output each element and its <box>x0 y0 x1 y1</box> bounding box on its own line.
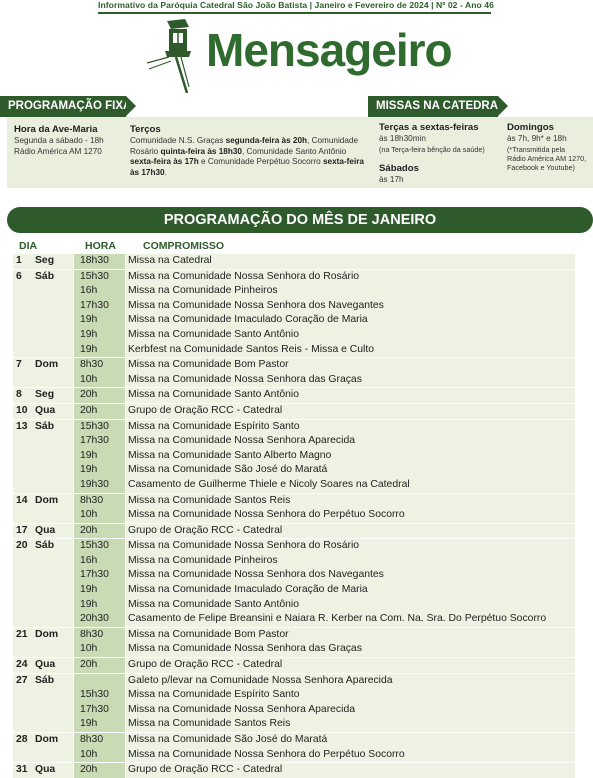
weekday: Dom <box>35 628 59 640</box>
schedule-table <box>13 254 579 778</box>
task-text: Missa na Comunidade Nossa Senhora do Rosário <box>128 270 360 282</box>
hour-cell <box>74 539 125 554</box>
task-text: Grupo de Oração RCC - Catedral <box>128 524 283 536</box>
day-cell <box>13 733 73 748</box>
hour-cell <box>74 733 125 748</box>
hour-value: 17h30 <box>80 569 109 581</box>
hour-value: 18h30 <box>80 255 109 266</box>
task-text: Missa na Comunidade Bom Pastor <box>128 628 289 640</box>
task-cell <box>126 748 575 763</box>
weekday: Dom <box>35 734 59 745</box>
newsletter-info-line: Informativo da Paróquia Catedral São João Batista | Janeiro e Fevereiro de 2024 | Nº 02 - Ano 46 <box>98 0 494 10</box>
hour-value: 17h30 <box>80 703 109 715</box>
day-cell <box>13 420 73 435</box>
day-cell <box>13 748 73 763</box>
day-number: 28 <box>16 734 28 745</box>
weekday: Dom <box>35 494 59 506</box>
day-cell <box>13 478 73 493</box>
domingos-line4: Facebook e Youtube) <box>507 162 575 172</box>
hour-value: 19h <box>80 328 98 340</box>
domingos-line1: às 7h, 9h* e 18h <box>507 134 567 143</box>
day-cell <box>13 612 73 627</box>
task-text: Missa na Comunidade Santos Reis <box>128 494 291 506</box>
schedule-row <box>13 478 579 493</box>
day-number: 21 <box>16 628 28 640</box>
hour-cell <box>74 313 125 328</box>
column-header-hour: HORA <box>85 240 116 252</box>
schedule-row <box>13 583 579 598</box>
day-number: 14 <box>16 494 28 506</box>
masthead-title: Mensageiro <box>206 24 452 76</box>
tercas-line2: (na Terça-feira bênção da saúde) <box>379 144 485 154</box>
hour-value: 19h <box>80 718 98 730</box>
hour-cell <box>74 554 125 569</box>
day-cell <box>13 463 73 478</box>
ave-maria-title: Hora da Ave-Maria <box>14 124 98 135</box>
day-number: 31 <box>16 764 28 776</box>
schedule-row <box>13 403 579 419</box>
task-cell <box>126 508 575 523</box>
schedule-row <box>13 434 579 449</box>
task-cell <box>126 373 575 388</box>
hour-value: 19h <box>80 584 98 596</box>
hour-value: 19h <box>80 343 98 355</box>
hour-value: 10h <box>80 748 98 760</box>
hour-value: 20h30 <box>80 613 109 625</box>
schedule-row <box>13 568 579 583</box>
weekday: Qua <box>35 659 56 671</box>
task-text: Missa na Comunidade Nossa Senhora dos Navegantes <box>128 569 384 581</box>
task-cell <box>126 628 575 643</box>
hour-cell <box>74 478 125 493</box>
task-text: Missa na Comunidade Nossa Senhora das Graças <box>128 643 362 655</box>
day-cell <box>13 568 73 583</box>
hour-value: 19h <box>80 314 98 326</box>
task-text: Missa na Comunidade Espírito Santo <box>128 689 300 701</box>
hour-cell <box>74 568 125 583</box>
hour-cell <box>74 254 125 269</box>
task-text: Missa na Comunidade Imaculado Coração de Maria <box>128 584 368 596</box>
task-cell <box>126 404 575 419</box>
domingos-line2: (*Transmitida pela <box>507 144 566 154</box>
hour-value: 17h30 <box>80 299 109 311</box>
hour-cell <box>74 612 125 627</box>
domingos-title: Domingos <box>507 122 554 133</box>
hour-cell <box>74 688 125 703</box>
day-cell <box>13 494 73 509</box>
weekday: Qua <box>35 404 56 416</box>
task-text: Missa na Comunidade Nossa Senhora das Graças <box>128 373 362 385</box>
day-cell <box>13 598 73 613</box>
domingos-block <box>507 121 593 172</box>
task-text: Missa na Comunidade Espírito Santo <box>128 420 300 432</box>
task-cell <box>126 674 575 689</box>
tercos-block <box>130 123 366 178</box>
day-cell <box>13 270 73 285</box>
day-number: 27 <box>16 674 28 686</box>
hour-cell <box>74 524 125 539</box>
day-number: 6 <box>16 270 22 282</box>
task-text: Missa na Comunidade São José do Maratá <box>128 464 328 476</box>
hour-value: 15h30 <box>80 689 109 701</box>
tercos-title: Terços <box>130 124 161 135</box>
day-cell <box>13 313 73 328</box>
task-cell <box>126 642 575 657</box>
tercas-line1: às 18h30min <box>379 134 426 143</box>
task-cell <box>126 717 575 732</box>
schedule-row <box>13 538 579 554</box>
task-text: Missa na Comunidade Nossa Senhora do Perpétuo Socorro <box>128 509 405 521</box>
hour-value: 20h <box>80 764 98 776</box>
tercas-block <box>379 121 503 154</box>
tercas-title: Terças a sextas-feiras <box>379 122 479 133</box>
schedule-row <box>13 328 579 343</box>
hour-cell <box>74 658 125 673</box>
sabados-block <box>379 162 479 186</box>
task-cell <box>126 299 575 314</box>
schedule-row <box>13 703 579 718</box>
day-cell <box>13 688 73 703</box>
day-cell <box>13 524 73 539</box>
schedule-row <box>13 717 579 732</box>
day-number: 10 <box>16 404 28 416</box>
hour-value: 10h <box>80 643 98 655</box>
hour-value: 8h30 <box>80 628 104 640</box>
task-text: Missa na Comunidade Santo Antônio <box>128 389 299 401</box>
hour-cell <box>74 299 125 314</box>
ave-maria-block <box>14 123 126 157</box>
day-cell <box>13 658 73 673</box>
cathedral-tower-logo-icon <box>145 17 203 93</box>
hour-cell <box>74 449 125 464</box>
hour-cell <box>74 703 125 718</box>
task-cell <box>126 688 575 703</box>
sabados-title: Sábados <box>379 163 419 174</box>
hour-value: 10h <box>80 373 98 385</box>
day-cell <box>13 254 73 269</box>
hour-cell <box>74 763 125 778</box>
day-cell <box>13 642 73 657</box>
schedule-row <box>13 612 579 627</box>
schedule-row <box>13 449 579 464</box>
task-cell <box>126 463 575 478</box>
task-cell <box>126 434 575 449</box>
task-text: Missa na Comunidade Nossa Senhora Aparecida <box>128 703 355 715</box>
task-cell <box>126 539 575 554</box>
task-cell <box>126 733 575 748</box>
weekday: Sáb <box>35 540 55 552</box>
task-text: Missa na Comunidade Imaculado Coração de Maria <box>128 314 368 326</box>
schedule-row <box>13 673 579 689</box>
schedule-row <box>13 299 579 314</box>
header-rule <box>98 12 491 14</box>
weekday: Qua <box>35 524 56 536</box>
schedule-row <box>13 642 579 657</box>
task-cell <box>126 478 575 493</box>
hour-value: 17h30 <box>80 435 109 447</box>
hour-value: 15h30 <box>80 420 109 432</box>
task-text: Missa na Comunidade Nossa Senhora Aparecida <box>128 435 355 447</box>
task-text: Grupo de Oração RCC - Catedral <box>128 404 283 416</box>
schedule-row <box>13 508 579 523</box>
hour-value: 10h <box>80 509 98 521</box>
task-text: Kerbfest na Comunidade Santos Reis - Missa e Culto <box>128 343 375 355</box>
task-text: Casamento de Guilherme Thiele e Nicoly Soares na Catedral <box>128 478 410 490</box>
day-number: 7 <box>16 359 22 371</box>
schedule-row <box>13 419 579 435</box>
task-cell <box>126 763 575 778</box>
task-text: Missa na Comunidade Nossa Senhora dos Navegantes <box>128 299 384 311</box>
task-text: Missa na Comunidade Bom Pastor <box>128 359 289 371</box>
task-cell <box>126 612 575 627</box>
weekday: Dom <box>35 359 59 371</box>
task-cell <box>126 270 575 285</box>
task-cell <box>126 343 575 358</box>
task-cell <box>126 703 575 718</box>
hour-cell <box>74 674 125 689</box>
domingos-line3: Rádio América AM 1270, <box>507 153 587 163</box>
task-text: Missa na Comunidade Santo Antônio <box>128 598 299 610</box>
hour-value: 15h30 <box>80 270 109 282</box>
day-cell <box>13 508 73 523</box>
hour-cell <box>74 373 125 388</box>
day-cell <box>13 358 73 373</box>
hour-value: 8h30 <box>80 359 104 371</box>
task-cell <box>126 568 575 583</box>
hour-cell <box>74 328 125 343</box>
day-cell <box>13 674 73 689</box>
task-text: Grupo de Oração RCC - Catedral <box>128 764 283 776</box>
day-cell <box>13 703 73 718</box>
day-cell <box>13 373 73 388</box>
schedule-row <box>13 254 579 269</box>
hour-cell <box>74 717 125 732</box>
hour-cell <box>74 420 125 435</box>
hour-value: 19h <box>80 449 98 461</box>
schedule-row <box>13 732 579 748</box>
schedule-row <box>13 688 579 703</box>
task-cell <box>126 554 575 569</box>
day-cell <box>13 554 73 569</box>
hour-value: 20h <box>80 659 98 671</box>
task-cell <box>126 583 575 598</box>
day-number: 13 <box>16 420 28 432</box>
monthly-schedule-banner: PROGRAMAÇÃO DO MÊS DE JANEIRO <box>7 207 593 233</box>
hour-cell <box>74 358 125 373</box>
hour-cell <box>74 598 125 613</box>
hour-cell <box>74 628 125 643</box>
task-text: Missa na Comunidade Nossa Senhora do Perpétuo Socorro <box>128 748 405 760</box>
task-cell <box>126 254 575 269</box>
day-cell <box>13 628 73 643</box>
task-cell <box>126 284 575 299</box>
weekday: Sáb <box>35 420 55 432</box>
column-header-day: DIA <box>19 240 38 252</box>
day-number: 20 <box>16 540 28 552</box>
task-text: Missa na Comunidade Pinheiros <box>128 285 278 297</box>
schedule-row <box>13 627 579 643</box>
schedule-row <box>13 523 579 539</box>
day-cell <box>13 388 73 403</box>
hour-value: 19h <box>80 464 98 476</box>
schedule-row <box>13 284 579 299</box>
column-header-task: COMPROMISSO <box>143 240 225 252</box>
day-cell <box>13 299 73 314</box>
hour-value: 16h <box>80 285 98 297</box>
schedule-row <box>13 313 579 328</box>
task-cell <box>126 524 575 539</box>
hour-cell <box>74 508 125 523</box>
hour-cell <box>74 434 125 449</box>
schedule-row <box>13 493 579 509</box>
schedule-row <box>13 373 579 388</box>
day-number: 1 <box>16 255 22 266</box>
day-cell <box>13 763 73 778</box>
hour-cell <box>74 748 125 763</box>
day-cell <box>13 583 73 598</box>
schedule-row <box>13 463 579 478</box>
schedule-row <box>13 598 579 613</box>
weekday: Qua <box>35 764 56 776</box>
task-cell <box>126 598 575 613</box>
hour-value: 8h30 <box>80 734 104 745</box>
task-text: Missa na Comunidade São José do Maratá <box>128 734 328 745</box>
ave-maria-line1: Segunda a sábado - 18h <box>14 136 104 145</box>
hour-cell <box>74 404 125 419</box>
weekday: Seg <box>35 255 55 266</box>
task-cell <box>126 358 575 373</box>
day-cell <box>13 449 73 464</box>
schedule-row <box>13 657 579 673</box>
task-text: Missa na Comunidade Pinheiros <box>128 554 278 566</box>
weekday: Seg <box>35 389 55 401</box>
sabados-line1: às 17h <box>379 175 404 184</box>
hour-cell <box>74 642 125 657</box>
hour-value: 20h <box>80 524 98 536</box>
hour-value: 20h <box>80 389 98 401</box>
task-text: Missa na Comunidade Santo Alberto Magno <box>128 449 332 461</box>
tercos-text: Comunidade N.S. Graças segunda-feira às 20h, Comunidade Rosário quinta-feira às 18h30, Comunidade Santo Antônio sexta-feira às 17h e Comunidade Perpétuo Socorro sexta-feira às 17h30. <box>130 136 364 177</box>
missas-catedral-tag: MISSAS NA CATEDRAL <box>368 96 498 117</box>
hour-cell <box>74 388 125 403</box>
task-cell <box>126 658 575 673</box>
schedule-row <box>13 554 579 569</box>
task-text: Casamento de Felipe Breansini e Naiara R. Kerber na Com. Na. Sra. Do Perpétuo Socorro <box>128 613 547 625</box>
task-text: Missa na Comunidade Santo Antônio <box>128 328 299 340</box>
day-cell <box>13 343 73 358</box>
ave-maria-line2: Rádio América AM 1270 <box>14 146 102 156</box>
weekday: Sáb <box>35 270 55 282</box>
hour-value: 15h30 <box>80 540 109 552</box>
hour-cell <box>74 494 125 509</box>
day-number: 24 <box>16 659 28 671</box>
hour-cell <box>74 583 125 598</box>
hour-value: 20h <box>80 404 98 416</box>
hour-cell <box>74 463 125 478</box>
task-cell <box>126 449 575 464</box>
schedule-row <box>13 387 579 403</box>
day-number: 17 <box>16 524 28 536</box>
task-cell <box>126 494 575 509</box>
task-text: Grupo de Oração RCC - Catedral <box>128 659 283 671</box>
task-cell <box>126 420 575 435</box>
programacao-fixa-tag: PROGRAMAÇÃO FIXA <box>0 96 126 117</box>
weekday: Sáb <box>35 674 55 686</box>
hour-value: 8h30 <box>80 494 104 506</box>
task-cell <box>126 313 575 328</box>
schedule-row <box>13 748 579 763</box>
day-cell <box>13 404 73 419</box>
schedule-row <box>13 762 579 778</box>
hour-cell <box>74 270 125 285</box>
hour-value: 19h30 <box>80 478 109 490</box>
hour-cell <box>74 343 125 358</box>
schedule-row <box>13 343 579 358</box>
task-text: Missa na Catedral <box>128 255 212 266</box>
day-cell <box>13 539 73 554</box>
task-cell <box>126 328 575 343</box>
hour-cell <box>74 284 125 299</box>
task-text: Missa na Comunidade Nossa Senhora do Rosário <box>128 540 360 552</box>
day-number: 8 <box>16 389 22 401</box>
hour-value: 16h <box>80 554 98 566</box>
schedule-row <box>13 357 579 373</box>
day-cell <box>13 284 73 299</box>
schedule-row <box>13 269 579 285</box>
hour-value: 19h <box>80 598 98 610</box>
task-text: Missa na Comunidade Santos Reis <box>128 718 291 730</box>
day-cell <box>13 434 73 449</box>
task-cell <box>126 388 575 403</box>
task-text: Galeto p/levar na Comunidade Nossa Senhora Aparecida <box>128 674 393 686</box>
day-cell <box>13 328 73 343</box>
day-cell <box>13 717 73 732</box>
